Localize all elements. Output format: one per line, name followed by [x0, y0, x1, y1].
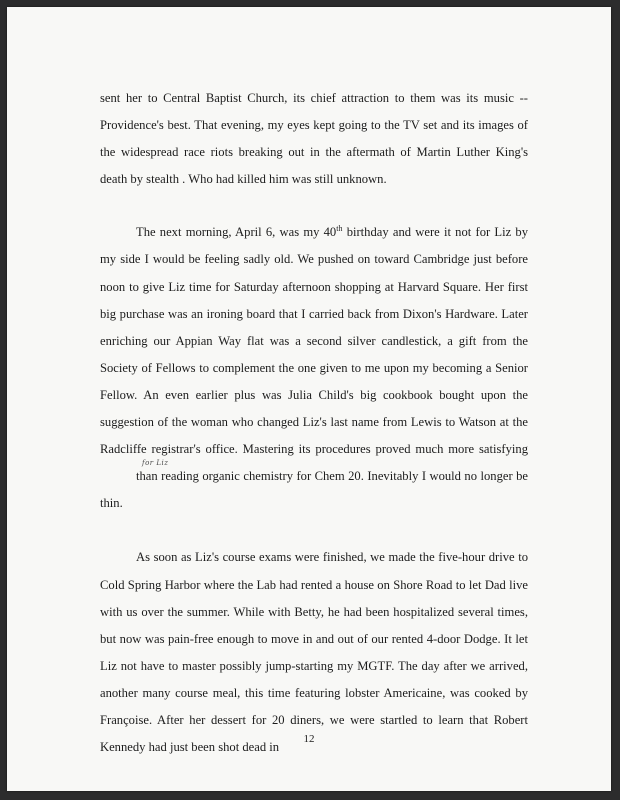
paragraph-2-text-end: reading organic chemistry for Chem 20. Inevitably I would no longer be thin. [100, 469, 528, 511]
paragraph-2-text-start: The next morning, April 6, was my 40 [136, 225, 337, 240]
annotated-word-wrapper [100, 459, 169, 490]
paragraph-3 [100, 544, 528, 761]
body-text [100, 85, 528, 761]
page-number: 12 [303, 733, 315, 745]
paragraph-1 [100, 85, 528, 193]
ordinal-suffix: th [336, 224, 343, 234]
document-page [7, 7, 611, 791]
paragraph-3-text: As soon as Liz's course exams were finished, we made the five-hour drive to Cold Spring Harbor where the Lab had rented a house on Shore Road to let Dad live with us over the summer. While with Betty, he had been hospitalized several times, but now was pain-free enough to move in and out of our rented 4-door Dodge. It let Liz not have to master possibly jump-starting my MGTF. The day after we arrived, another many course meal, this time featuring lobster Americaine, was cooked by Françoise. After her dessert for 20 diners, we were startled to learn that Robert Kennedy had just been shot dead in [100, 550, 528, 755]
paragraph-2 [100, 219, 528, 517]
annotated-word: than [136, 469, 158, 484]
paragraph-2-text-middle: birthday and were it not for Liz by my side I would be feeling sadly old. We pushed on toward Cambridge just before noon to give Liz time for Saturday afternoon shopping at Harvard Square. Her first big purchase was an ironing board that I carried back from Dixon's Hardware. Later enriching our Appian Way flat was a second silver candlestick, a gift from the Society of Fellows to complement the one given to me upon my becoming a Senior Fellow. An even earlier plus was Julia Child's big cookbook bought upon the suggestion of the woman who changed Liz's last name from Lewis to Watson at the Radcliffe registrar's office. Mastering its procedures proved much more satisfying [100, 225, 528, 457]
handwritten-annotation: for Liz [142, 459, 169, 468]
paragraph-1-text: sent her to Central Baptist Church, its chief attraction to them was its music -- Providence's best. That evening, my eyes kept going to the TV set and its images of the widespread race riots breaking out in the aftermath of Martin Luther King's death by stealth . Who had killed him was still unknown. [100, 91, 528, 187]
